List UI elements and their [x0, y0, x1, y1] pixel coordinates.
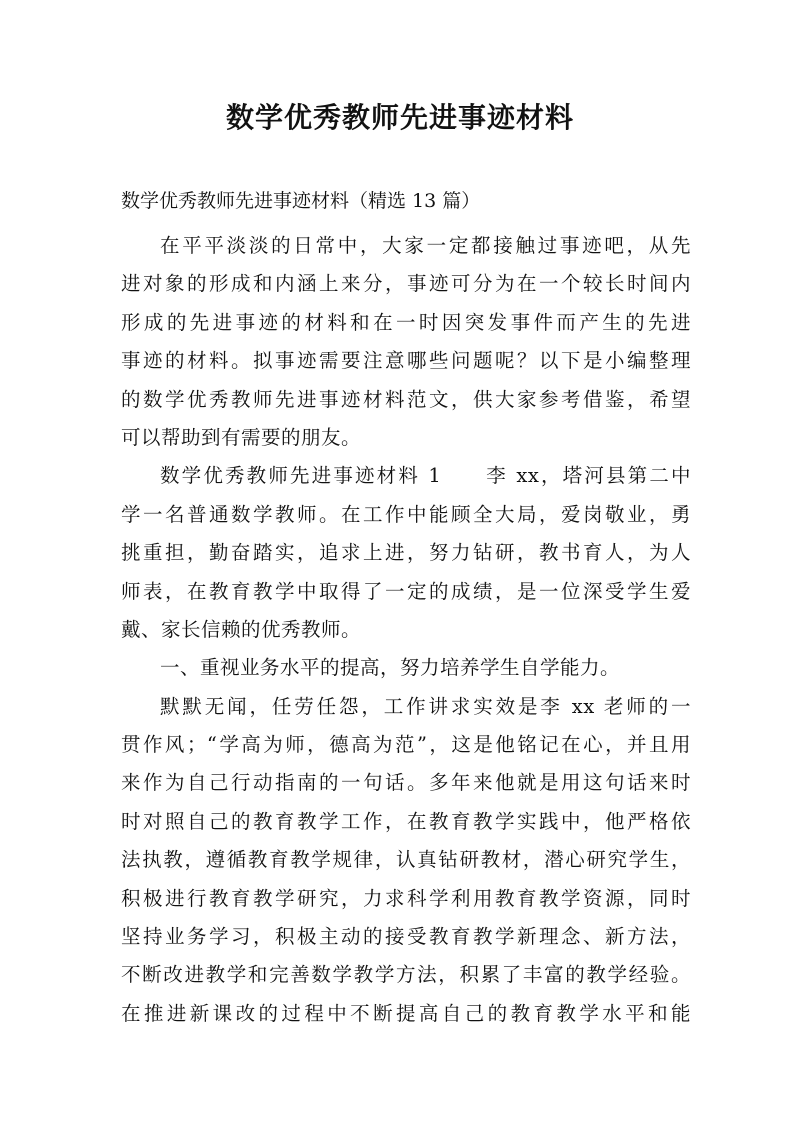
body-text-line: 时对照自己的教育教学工作，在教育教学实践中，他严格依 [121, 809, 691, 833]
body-text-line: 在推进新课改的过程中不断提高自己的教育教学水平和能 [121, 1001, 691, 1025]
body-text-line: 在平平淡淡的日常中，大家一定都接触过事迹吧，从先 [160, 234, 691, 257]
body-text-line: 法执教，遵循教育教学规律，认真钻研教材，潜心研究学生， [121, 848, 691, 872]
body-text-line: 师表，在教育教学中取得了一定的成绩，是一位深受学生爱 [121, 579, 691, 603]
body-text-line: 贯作风；“学高为师，德高为范”，这是他铭记在心，并且用 [121, 733, 691, 757]
body-text-line: 可以帮助到有需要的朋友。 [121, 425, 362, 449]
body-text-line: 挑重担，勤奋踏实，追求上进，努力钻研，教书育人，为人 [121, 541, 691, 565]
body-text-line: 一、重视业务水平的提高，努力培养学生自学能力。 [160, 656, 621, 680]
body-text-line: 进对象的形成和内涵上来分，事迹可分为在一个较长时间内 [121, 272, 691, 296]
body-text-line: 事迹的材料。拟事迹需要注意哪些问题呢？以下是小编整理 [121, 349, 691, 373]
body-text-line: 学一名普通数学教师。在工作中能顾全大局，爱岗敬业，勇 [121, 502, 691, 526]
body-text-line: 积极进行教育教学研究，力求科学利用教育教学资源，同时 [121, 886, 691, 910]
document-body [121, 227, 691, 1033]
body-text-line: 戴、家长信赖的优秀教师。 [121, 617, 362, 641]
body-text-line: 默默无闻，任劳任怨，工作讲求实效是李 xx 老师的一 [160, 694, 691, 718]
body-text-line: 数学优秀教师先进事迹材料 1 李 xx，塔河县第二中 [160, 464, 691, 488]
body-text-line: 的数学优秀教师先进事迹材料范文，供大家参考借鉴，希望 [121, 387, 691, 411]
body-text-line: 坚持业务学习，积极主动的接受教育教学新理念、新方法， [121, 925, 691, 949]
body-text-line: 不断改进教学和完善数学教学方法，积累了丰富的教学经验。 [121, 963, 691, 987]
body-text-line: 来作为自己行动指南的一句话。多年来他就是用这句话来时 [121, 771, 691, 795]
document-subtitle: 数学优秀教师先进事迹材料（精选 13 篇） [121, 190, 481, 212]
body-text-line: 形成的先进事迹的材料和在一时因突发事件而产生的先进 [121, 310, 691, 334]
document-title: 数学优秀教师先进事迹材料 [225, 101, 574, 134]
